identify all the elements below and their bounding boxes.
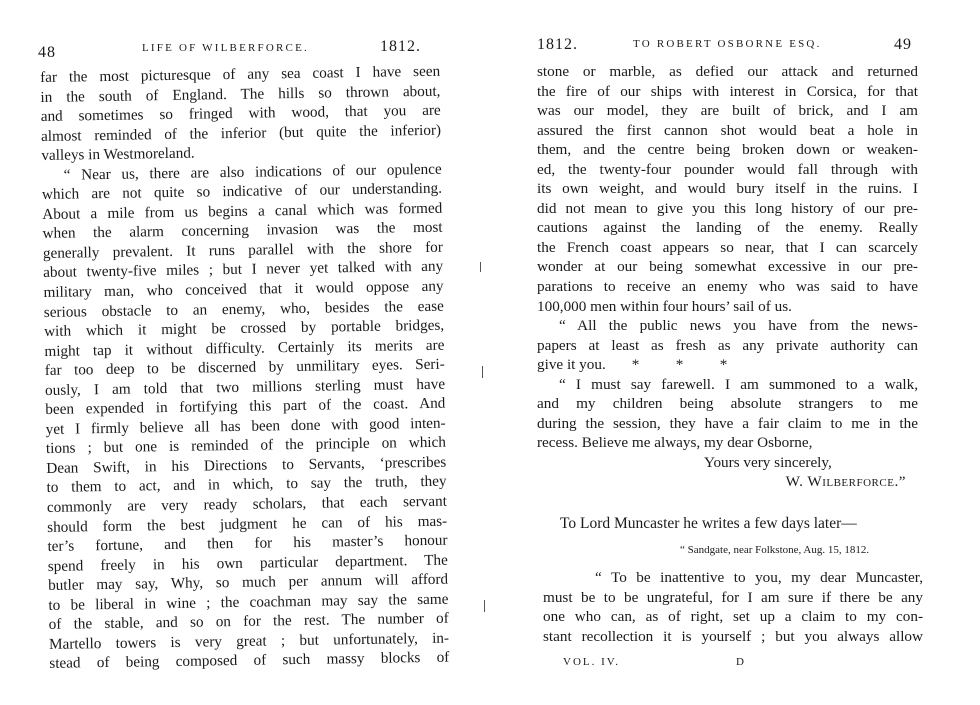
gutter-mark <box>482 366 483 378</box>
right-page-number: 49 <box>894 36 912 53</box>
text-fragment: give it you. <box>537 356 606 374</box>
asterisk: * <box>675 356 684 374</box>
left-year: 1812. <box>380 38 421 55</box>
text-line: of the stable, and so on for the rest. The number of <box>48 609 449 634</box>
text-line: did not mean to give you this long history of our pre- <box>537 199 918 217</box>
text-line: ter’s fortune, and then for his master’s honour <box>47 531 448 556</box>
signature-mark: D <box>736 656 746 668</box>
text-line: generally prevalent. It runs parallel with the shore for <box>42 238 443 262</box>
text-line: must be to be ungrateful, for I am sure if there be any <box>543 588 923 606</box>
text-line: with which it might be crossed by portable bridges, <box>44 316 445 341</box>
text-line: the fire of our ships with interest in Corsica, for that <box>537 82 918 100</box>
muncaster-letter <box>543 568 923 646</box>
gutter-mark <box>480 262 481 272</box>
text-line: military man, who conceived that it would oppose any <box>43 277 444 301</box>
text-line: Dean Swift, in his Directions to Servants, ‘prescribes <box>46 453 447 477</box>
text-line: to be liberal in wine ; the coachman may say the same <box>48 590 449 614</box>
text-line: recess. Believe me always, my dear Osborne, <box>537 434 813 452</box>
text-line: almost reminded of the inferior (but quite the inferior) <box>40 121 442 145</box>
text-line: “ All the public news you have from the news- <box>559 317 918 335</box>
text-line: one who can, as of right, set up a claim to my con- <box>543 608 923 625</box>
text-line: stone or marble, as defied our attack and returned <box>537 63 918 80</box>
asterisk: * <box>631 356 640 374</box>
text-line: About a mile from us begins a canal which was formed <box>42 199 443 223</box>
text-line: butler may say, Why, so much per annum will afford <box>47 570 449 595</box>
letter-dateline: “ Sandgate, near Folkstone, Aug. 15, 1812. <box>680 544 870 556</box>
text-line: ously, I am told that two millions sterling must have <box>44 375 446 399</box>
text-line: which are not quite so indicative of our understanding. <box>41 179 443 204</box>
text-line: papers at least as fresh as any private authority can <box>537 336 918 354</box>
left-page-number: 48 <box>38 44 56 61</box>
text-line: and sometimes so fringed with wood, that you are <box>40 101 441 126</box>
text-line: stead of being composed of such massy blocks of <box>49 649 450 673</box>
text-line: during the session, they have a fair claim to me in the <box>537 414 918 432</box>
text-line: “ To be inattentive to you, my dear Muncaster, <box>595 569 923 586</box>
left-body-text <box>40 62 449 674</box>
text-line: yet I firmly believe all has been done with good inten- <box>45 414 446 438</box>
text-line: might tap it without difficulty. Certainly its merits are <box>44 336 445 360</box>
text-line: serious obstacle to an enemy, who, besides the ease <box>43 297 444 321</box>
text-line: valleys in Westmoreland. <box>41 144 195 165</box>
text-line: far the most picturesque of any sea coast I have seen <box>40 62 441 86</box>
text-line: wonder at our being somewhat excessive in our pre- <box>537 258 918 276</box>
text-line: tions ; but one is reminded of the principle on which <box>45 434 447 458</box>
gutter-mark <box>484 600 485 612</box>
letter-closing: Yours very sincerely, <box>704 453 832 471</box>
volume-footer: VOL. IV. <box>563 656 621 668</box>
text-line: spend freely in his own particular department. The <box>47 551 448 575</box>
text-line: cautions against the landing of the enemy. Really <box>537 219 918 237</box>
text-line: been expended in fortifying this part of the coast. And <box>45 394 446 419</box>
text-line: to them to act, and in which, to say the truth, they <box>46 473 447 497</box>
text-line: Martello towers is very great ; but unfortunately, in- <box>48 629 450 653</box>
letter-signature: W. Wilberforce.” <box>785 473 906 491</box>
text-line: far too deep to be discerned by unmilitary eyes. Seri- <box>44 355 445 380</box>
text-line: 100,000 men within four hours’ sail of us. <box>537 297 792 315</box>
text-line: should form the best judgment he can of his mas- <box>47 512 448 536</box>
text-line: “ I must say farewell. I am summoned to a walk, <box>559 375 918 393</box>
right-body-text <box>537 62 918 492</box>
text-line: about twenty-five miles ; but I never yet talked with any <box>43 258 444 282</box>
asterisk-break <box>606 356 764 373</box>
text-line: them, and the centre being broken down or weaken- <box>537 141 918 159</box>
text-line: the French coast appears so near, that I can scarcely <box>537 238 918 256</box>
text-line: and my children being absolute strangers to me <box>537 395 918 413</box>
section-intro: To Lord Muncaster he writes a few days later— <box>560 515 857 532</box>
right-running-title: TO ROBERT OSBORNE ESQ. <box>633 38 822 50</box>
right-year: 1812. <box>537 36 578 53</box>
text-line-with-stars <box>537 355 918 375</box>
asterisk: * <box>719 356 728 374</box>
text-line: stant recollection it is yourself ; but you always allow <box>543 627 923 645</box>
text-line: ed, the twenty-four pounder would fall through with <box>537 160 918 178</box>
text-line: parations to receive an enemy who was said to have <box>537 278 918 296</box>
left-running-title: LIFE OF WILBERFORCE. <box>142 42 309 54</box>
text-line: its own weight, and would bury itself in the ruins. I <box>537 180 918 198</box>
text-line: in the south of England. The hills so thrown about, <box>40 82 441 106</box>
text-line: was our model, they are built of brick, and I am <box>537 102 918 120</box>
text-line: when the alarm concerning invasion was the most <box>42 219 443 243</box>
text-line: commonly are very ready scholars, that each servant <box>46 492 447 516</box>
text-line: “ Near us, there are also indications of our opulence <box>63 160 442 184</box>
text-line: assured the first cannon shot would beat a hole in <box>537 121 918 139</box>
